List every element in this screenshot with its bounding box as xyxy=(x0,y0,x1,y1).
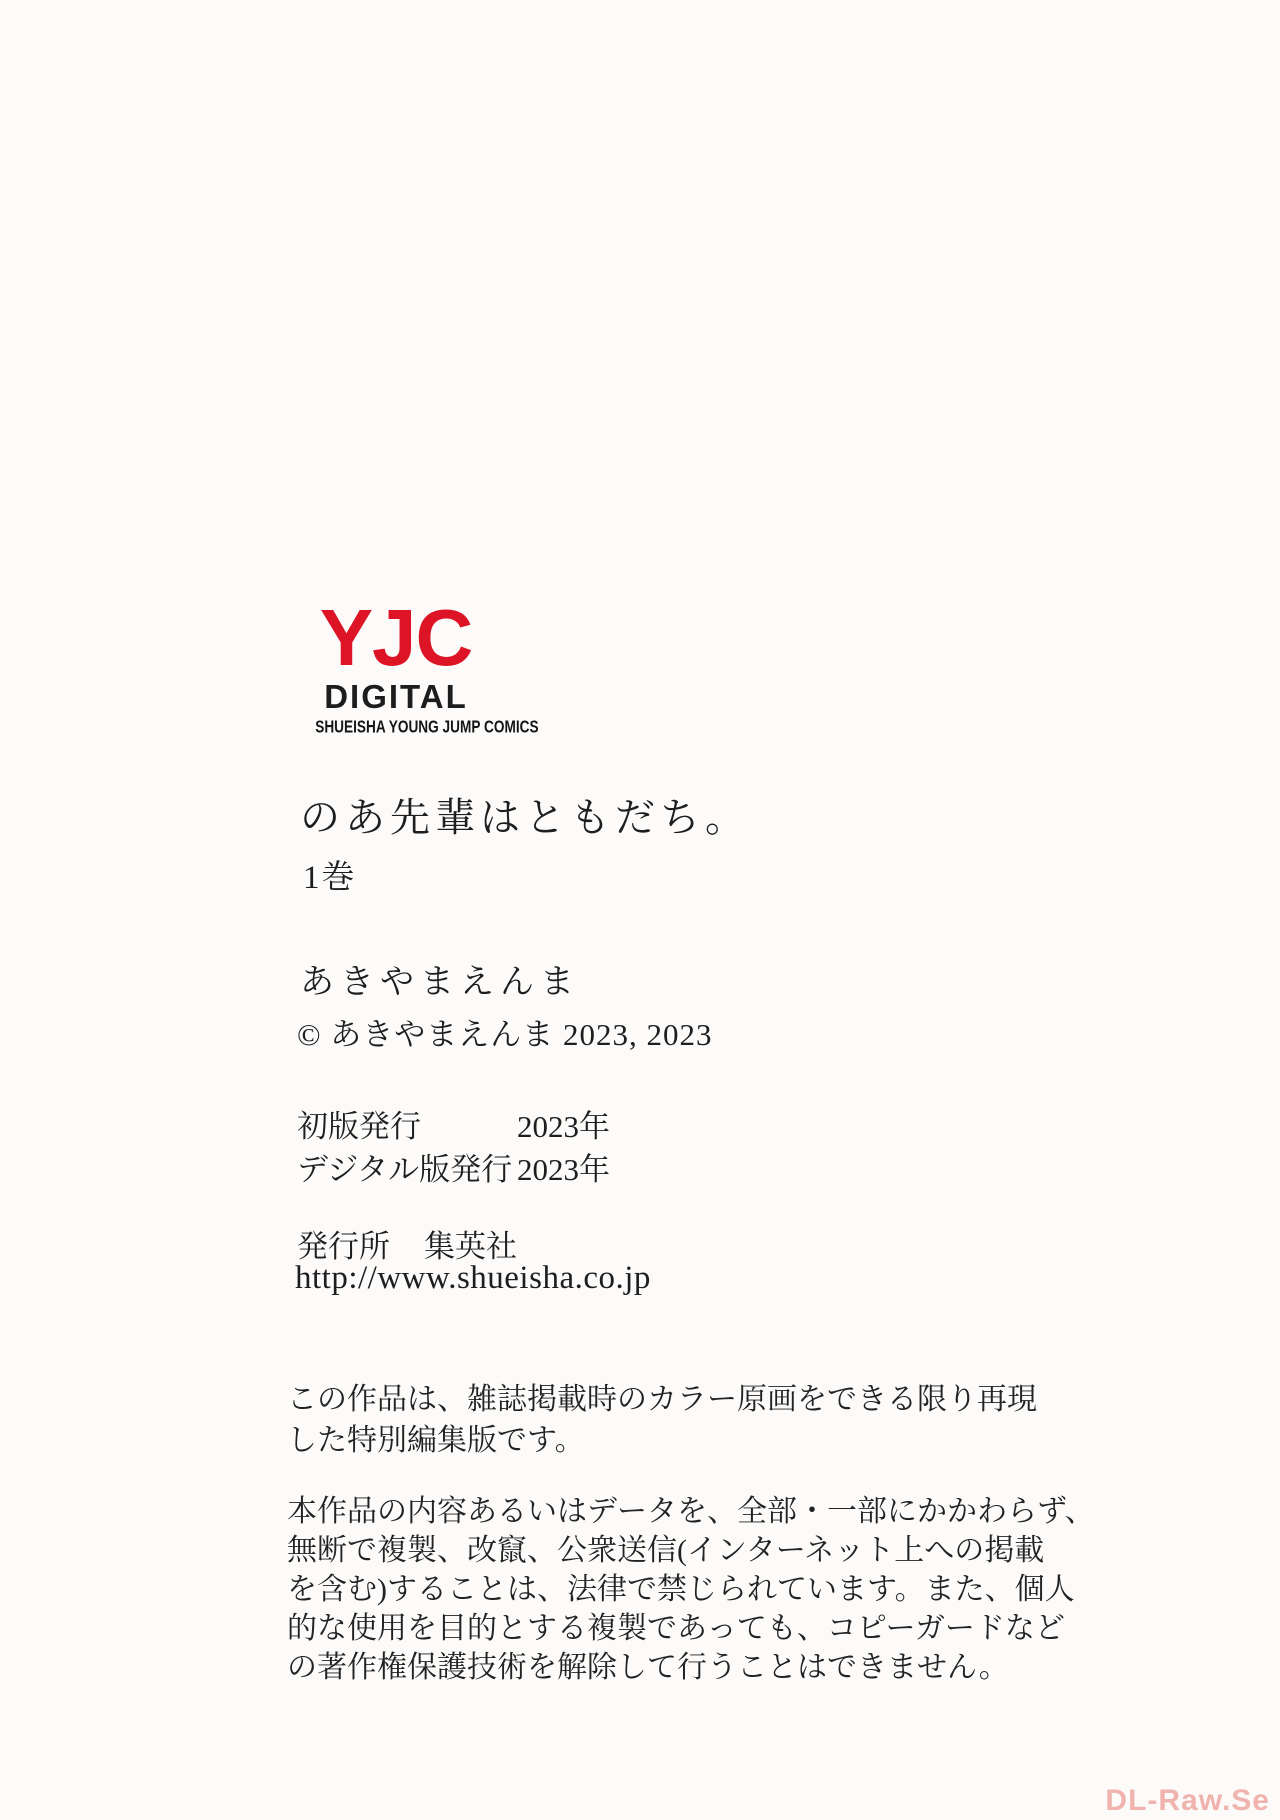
pub-label-digital-edition: デジタル版発行 xyxy=(297,1152,513,1187)
logo-tagline xyxy=(300,718,539,738)
copyright-notice-line: 本作品の内容あるいはデータを、全部・一部にかかわらず、 xyxy=(287,1495,1095,1528)
book-copyright-line: © あきやまえんま 2023, 2023 xyxy=(297,1017,713,1052)
edition-note xyxy=(287,1379,1037,1461)
book-volume: 1巻 xyxy=(303,860,357,896)
logo-digital-text: DIGITAL xyxy=(324,678,468,716)
pub-value-first-edition: 2023年 xyxy=(517,1109,610,1144)
logo-tagline-text: SHUEISHA YOUNG JUMP COMICS xyxy=(315,718,539,738)
edition-note-line: した特別編集版です。 xyxy=(287,1424,585,1457)
copyright-notice-line: 無断で複製、改竄、公衆送信(インターネット上への掲載 xyxy=(287,1534,1045,1567)
pub-row-digital-edition xyxy=(297,1144,610,1189)
yjc-logo-text: YJC xyxy=(319,593,473,682)
pub-row-first-edition xyxy=(297,1101,610,1146)
edition-note-line: この作品は、雑誌掲載時のカラー原画をできる限り再現 xyxy=(287,1383,1037,1416)
publisher-label: 発行所 xyxy=(297,1229,390,1264)
publisher-name: 集英社 xyxy=(424,1229,517,1264)
copyright-notice-line: を含む)することは、法律で禁じられています。また、個人 xyxy=(287,1573,1075,1606)
pub-value-digital-edition: 2023年 xyxy=(517,1152,610,1187)
copyright-notice-line: の著作権保護技術を解除して行うことはできません。 xyxy=(287,1651,1009,1684)
pub-label-first-edition: 初版発行 xyxy=(297,1109,421,1144)
copyright-notice xyxy=(287,1492,1095,1687)
copyright-notice-line: 的な使用を目的とする複製であっても、コピーガードなど xyxy=(287,1612,1065,1645)
publisher-url: http://www.shueisha.co.jp xyxy=(295,1260,651,1296)
book-author: あきやまえんま xyxy=(300,964,580,1001)
dl-raw-watermark: DL-Raw.Se xyxy=(1105,1784,1270,1817)
book-title: のあ先輩はともだち。 xyxy=(300,795,750,840)
yjc-digital-logo xyxy=(300,593,539,738)
